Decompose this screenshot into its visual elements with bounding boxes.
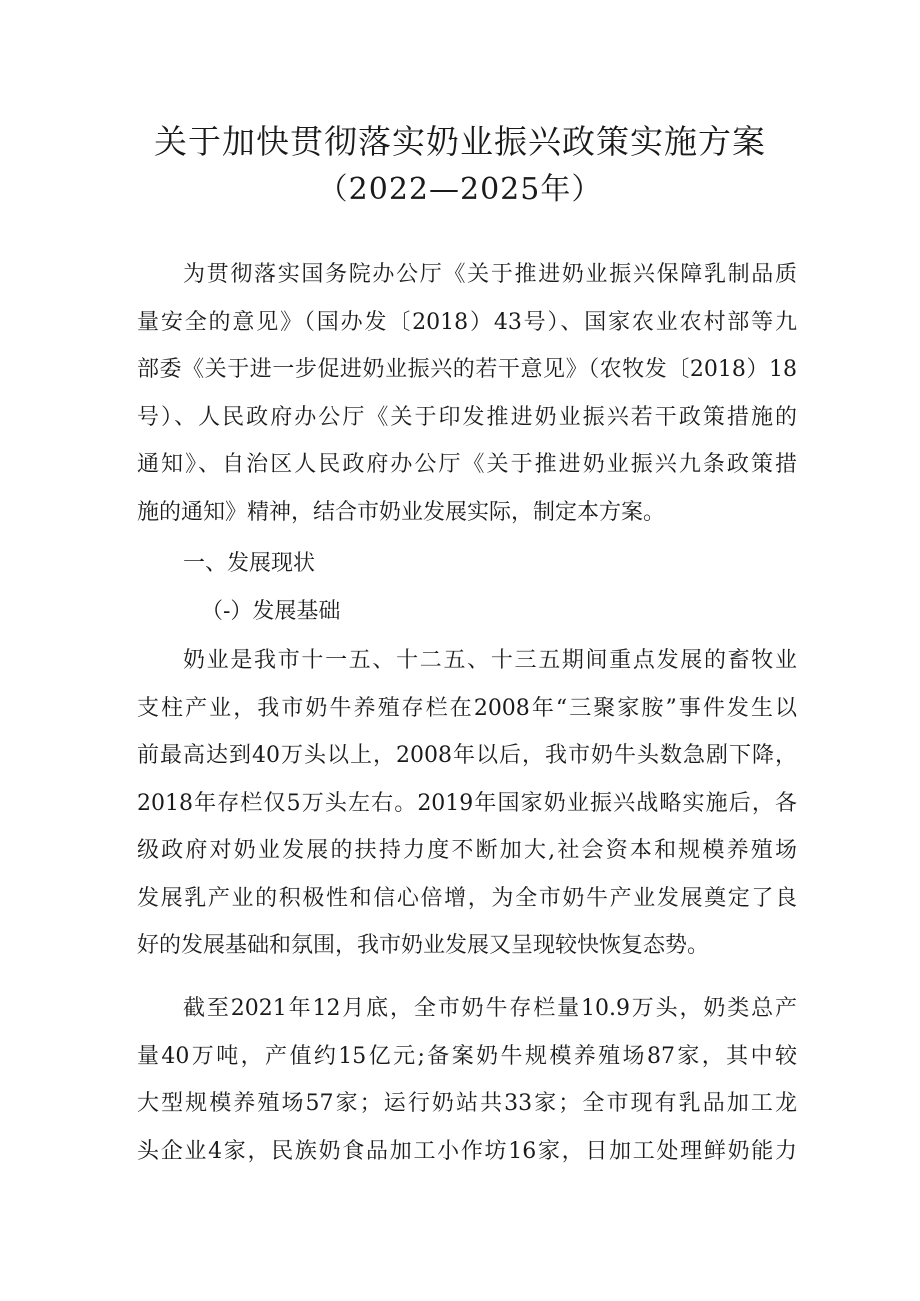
paragraph-line: 级政府对奶业发展的扶持力度不断加大,社会资本和规模养殖场 <box>137 838 797 863</box>
paragraph-line: 2018年存栏仅5万头左右。2019年国家奶业振兴战略实施后，各 <box>137 790 797 816</box>
heading-level2: （-）发展基础 <box>201 599 341 624</box>
paragraph-line: 号）、人民政府办公厅《关于印发推进奶业振兴若干政策措施的 <box>137 404 797 430</box>
paragraph-line: 奶业是我市十一五、十二五、十三五期间重点发展的畜牧业 <box>183 648 797 673</box>
paragraph-line: 部委《关于进一步促进奶业振兴的若干意见》（农牧发〔2018）18 <box>137 357 798 382</box>
paragraph-line: 通知》、自治区人民政府办公厅《关于推进奶业振兴九条政策措 <box>137 452 797 477</box>
document-title: 关于加快贯彻落实奶业振兴政策实施方案 <box>154 122 766 161</box>
paragraph-line: 大型规模养殖场57家；运行奶站共33家；全市现有乳品加工龙 <box>137 1091 797 1116</box>
paragraph-line: 头企业4家，民族奶食品加工小作坊16家，日加工处理鲜奶能力 <box>137 1138 797 1164</box>
document-subtitle-years: （2022—2025年） <box>317 172 603 207</box>
intro-paragraph <box>137 251 797 536</box>
section-heading-foundation <box>137 588 797 636</box>
paragraph-line: 截至2021年12月底，全市奶牛存栏量10.9万头，奶类总产 <box>183 996 797 1021</box>
section-heading-status <box>137 540 797 588</box>
foundation-paragraph <box>137 637 797 970</box>
paragraph-line: 量安全的意见》（国办发〔2018）43号）、国家农业农村部等九 <box>137 309 797 335</box>
statistics-paragraph <box>137 985 797 1175</box>
paragraph-line: 施的通知》精神，结合市奶业发展实际，制定本方案。 <box>137 499 666 525</box>
heading-level1: 一、发展现状 <box>183 551 316 576</box>
paragraph-line: 为贯彻落实国务院办公厅《关于推进奶业振兴保障乳制品质 <box>183 262 797 287</box>
paragraph-line: 发展乳产业的积极性和信心倍增，为全市奶牛产业发展奠定了良 <box>137 885 797 911</box>
paragraph-line: 好的发展基础和氛围，我市奶业发展又呈现较快恢复态势。 <box>137 933 710 958</box>
paragraph-line: 量40万吨，产值约15亿元;备案奶牛规模养殖场87家，其中较 <box>137 1043 797 1069</box>
paragraph-line: 支柱产业，我市奶牛养殖存栏在2008年“三聚家胺”事件发生以 <box>137 695 797 721</box>
paragraph-line: 前最高达到40万头以上，2008年以后，我市奶牛头数急剧下降， <box>137 743 797 768</box>
